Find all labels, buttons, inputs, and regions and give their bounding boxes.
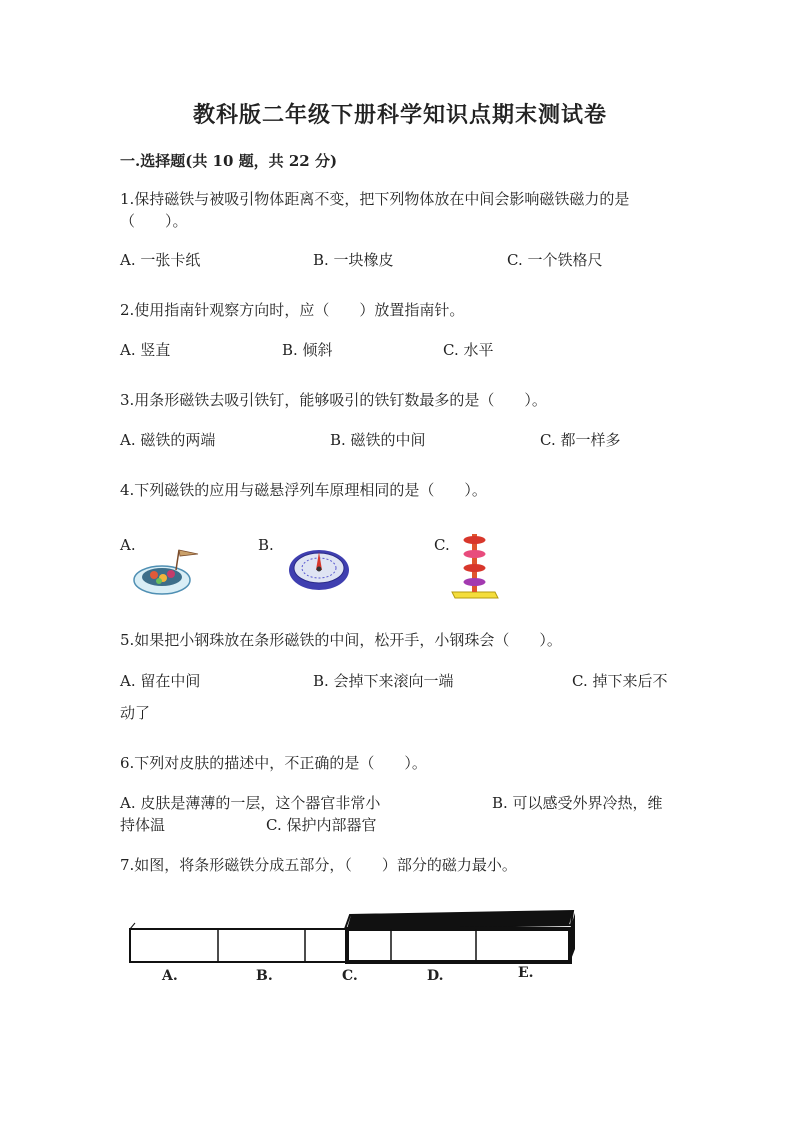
- section-heading: 一.选择题(共 10 题，共 22 分): [120, 152, 338, 170]
- stacked-ring-magnets-image: [450, 532, 500, 602]
- question-6-option-a: A. 皮肤是薄薄的一层，这个器官非常小: [120, 794, 381, 812]
- question-6-option-c: C. 保护内部器官: [266, 816, 377, 834]
- question-3-option-a: A. 磁铁的两端: [120, 431, 216, 449]
- question-2-option-b: B. 倾斜: [282, 341, 333, 359]
- question-1-blank: （ ）。: [120, 212, 188, 230]
- question-6-option-b: B. 可以感受外界冷热，维: [492, 794, 663, 812]
- page-title: 教科版二年级下册科学知识点期末测试卷: [192, 102, 607, 128]
- magnet-section-label-a: A.: [162, 968, 178, 984]
- question-5-text: 5.如果把小钢珠放在条形磁铁的中间，松开手，小钢珠会（ ）。: [120, 631, 562, 649]
- magnet-section-label-e: E.: [518, 965, 534, 981]
- question-4-option-c: C.: [434, 536, 450, 554]
- question-1-option-a: A. 一张卡纸: [120, 251, 201, 269]
- question-4-option-b: B.: [258, 536, 274, 554]
- question-1-text: 1.保持磁铁与被吸引物体距离不变，把下列物体放在中间会影响磁铁磁力的是: [120, 190, 630, 208]
- question-3-option-c: C. 都一样多: [540, 431, 621, 449]
- question-1-option-b: B. 一块橡皮: [313, 251, 394, 269]
- question-6-option-b-continued: 持体温: [120, 816, 166, 834]
- question-1-option-c: C. 一个铁格尺: [507, 251, 603, 269]
- compass-image: [286, 538, 352, 594]
- question-6-text: 6.下列对皮肤的描述中，不正确的是（ ）。: [120, 754, 427, 772]
- question-2-option-a: A. 竖直: [120, 341, 171, 359]
- question-4-option-a: A.: [120, 536, 136, 554]
- question-5-option-c-continued: 动了: [120, 704, 151, 722]
- question-3-option-b: B. 磁铁的中间: [330, 431, 426, 449]
- question-5-option-a: A. 留在中间: [120, 672, 201, 690]
- floating-magnet-plate-image: [132, 540, 204, 600]
- question-2-text: 2.使用指南针观察方向时，应（ ）放置指南针。: [120, 301, 465, 319]
- magnet-section-label-d: D.: [427, 968, 444, 984]
- question-7-text: 7.如图，将条形磁铁分成五部分，（ ）部分的磁力最小。: [120, 856, 517, 874]
- magnet-section-label-b: B.: [256, 968, 273, 984]
- question-5-option-b: B. 会掉下来滚向一端: [313, 672, 454, 690]
- magnet-section-label-c: C.: [342, 968, 358, 984]
- question-2-option-c: C. 水平: [443, 341, 494, 359]
- bar-magnet-diagram: [125, 905, 585, 967]
- question-5-option-c: C. 掉下来后不: [572, 672, 668, 690]
- question-3-text: 3.用条形磁铁去吸引铁钉，能够吸引的铁钉数最多的是（ ）。: [120, 391, 547, 409]
- question-4-text: 4.下列磁铁的应用与磁悬浮列车原理相同的是（ ）。: [120, 481, 487, 499]
